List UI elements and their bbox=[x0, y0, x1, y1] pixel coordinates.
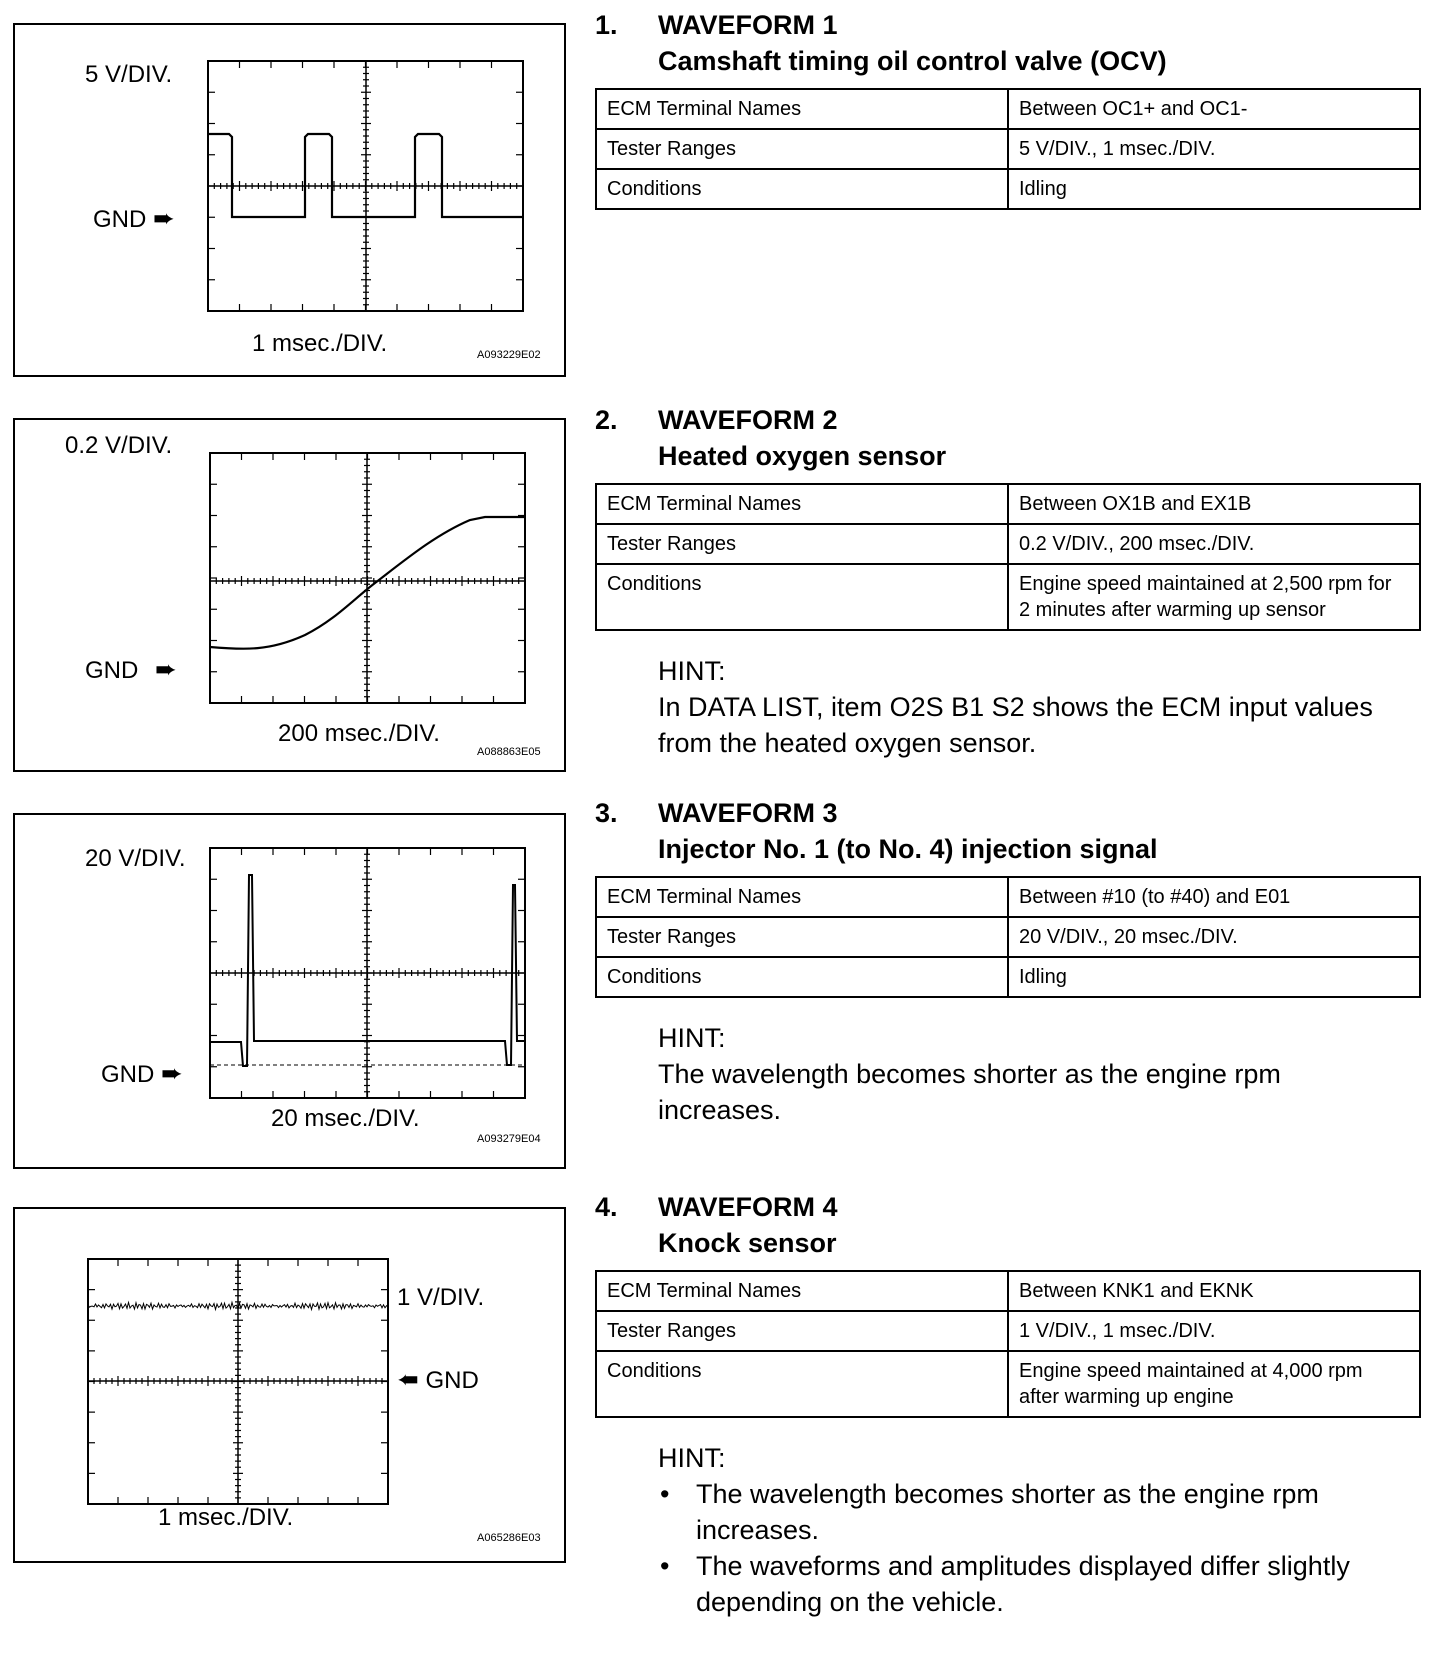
time-per-div-label: 1 msec./DIV. bbox=[252, 330, 388, 357]
time-per-div-label: 20 msec./DIV. bbox=[271, 1105, 420, 1132]
list-item bbox=[658, 1548, 1398, 1620]
waveform-1-section bbox=[595, 10, 1425, 210]
row-key: ECM Terminal Names bbox=[596, 1271, 1008, 1311]
row-key: Conditions bbox=[596, 564, 1008, 630]
figure-code: A065286E03 bbox=[477, 1532, 541, 1544]
volts-per-div-label: 0.2 V/DIV. bbox=[65, 432, 173, 459]
row-value: Engine speed maintained at 4,000 rpm after warming up engine bbox=[1008, 1351, 1420, 1417]
waveform-subtitle: Heated oxygen sensor bbox=[658, 441, 947, 471]
spec-table bbox=[595, 876, 1421, 998]
gnd-label bbox=[101, 1058, 183, 1089]
waveform-2-graph bbox=[13, 418, 566, 772]
arrow-left-icon: ➨ bbox=[397, 1364, 419, 1394]
table-row bbox=[596, 129, 1420, 169]
hint-bullet-text: The waveforms and amplitudes displayed differ slightly depending on the vehicle. bbox=[696, 1551, 1350, 1617]
spec-table bbox=[595, 88, 1421, 210]
table-row bbox=[596, 1351, 1420, 1417]
hint-bullet-text: The wavelength becomes shorter as the engine rpm increases. bbox=[696, 1479, 1319, 1545]
row-key: Conditions bbox=[596, 1351, 1008, 1417]
waveform-2-section bbox=[595, 405, 1425, 761]
volts-per-div-label: 5 V/DIV. bbox=[85, 61, 173, 88]
waveform-3-graph bbox=[13, 813, 566, 1169]
table-row bbox=[596, 89, 1420, 129]
spec-table bbox=[595, 483, 1421, 631]
section-number: 1. bbox=[595, 10, 618, 40]
volts-per-div-label: 1 V/DIV. bbox=[397, 1284, 485, 1311]
time-per-div-label: 1 msec./DIV. bbox=[158, 1504, 294, 1531]
waveform-4-graph bbox=[13, 1207, 566, 1563]
hint-label: HINT: bbox=[658, 1443, 726, 1473]
row-value: 5 V/DIV., 1 msec./DIV. bbox=[1008, 129, 1420, 169]
figure-code: A088863E05 bbox=[477, 746, 541, 758]
row-value: Engine speed maintained at 2,500 rpm for 2 minutes after warming up sensor bbox=[1008, 564, 1420, 630]
hint-block bbox=[658, 1440, 1425, 1620]
hint-text: In DATA LIST, item O2S B1 S2 shows the ECM input values from the heated oxygen sensor. bbox=[658, 692, 1373, 758]
section-number: 4. bbox=[595, 1192, 618, 1222]
arrow-right-icon: ➨ bbox=[155, 654, 177, 684]
row-key: Conditions bbox=[596, 169, 1008, 209]
hint-block bbox=[658, 1020, 1425, 1128]
row-key: Conditions bbox=[596, 957, 1008, 997]
row-key: Tester Ranges bbox=[596, 917, 1008, 957]
waveform-3-section bbox=[595, 798, 1425, 1128]
volts-per-div-label: 20 V/DIV. bbox=[85, 845, 186, 872]
bullet-icon: • bbox=[660, 1551, 670, 1581]
row-value: Idling bbox=[1008, 169, 1420, 209]
waveform-4-section bbox=[595, 1192, 1425, 1620]
waveform-1-graph bbox=[13, 23, 566, 377]
waveform-title: WAVEFORM 4 bbox=[658, 1192, 838, 1222]
row-value: Between OX1B and EX1B bbox=[1008, 484, 1420, 524]
row-key: ECM Terminal Names bbox=[596, 89, 1008, 129]
row-key: ECM Terminal Names bbox=[596, 484, 1008, 524]
row-value: Idling bbox=[1008, 957, 1420, 997]
table-row bbox=[596, 917, 1420, 957]
row-value: Between KNK1 and EKNK bbox=[1008, 1271, 1420, 1311]
waveform-subtitle: Knock sensor bbox=[658, 1228, 837, 1258]
table-row bbox=[596, 564, 1420, 630]
list-item bbox=[658, 1476, 1398, 1548]
hint-text: The wavelength becomes shorter as the engine rpm increases. bbox=[658, 1059, 1281, 1125]
figure-code: A093279E04 bbox=[477, 1133, 541, 1145]
hint-block bbox=[658, 653, 1425, 761]
table-row bbox=[596, 1271, 1420, 1311]
row-key: Tester Ranges bbox=[596, 1311, 1008, 1351]
gnd-label bbox=[85, 654, 177, 685]
table-row bbox=[596, 957, 1420, 997]
table-row bbox=[596, 484, 1420, 524]
waveform-title: WAVEFORM 2 bbox=[658, 405, 838, 435]
row-value: 20 V/DIV., 20 msec./DIV. bbox=[1008, 917, 1420, 957]
row-value: Between OC1+ and OC1- bbox=[1008, 89, 1420, 129]
table-row bbox=[596, 524, 1420, 564]
row-value: Between #10 (to #40) and E01 bbox=[1008, 877, 1420, 917]
hint-label: HINT: bbox=[658, 656, 726, 686]
time-per-div-label: 200 msec./DIV. bbox=[278, 720, 440, 747]
table-row bbox=[596, 877, 1420, 917]
hint-list bbox=[658, 1476, 1398, 1620]
bullet-icon: • bbox=[660, 1479, 670, 1509]
waveform-title: WAVEFORM 1 bbox=[658, 10, 838, 40]
waveform-subtitle: Camshaft timing oil control valve (OCV) bbox=[658, 46, 1167, 76]
hint-label: HINT: bbox=[658, 1023, 726, 1053]
section-number: 3. bbox=[595, 798, 618, 828]
row-key: Tester Ranges bbox=[596, 524, 1008, 564]
gnd-text: GND bbox=[101, 1061, 155, 1088]
waveform-title: WAVEFORM 3 bbox=[658, 798, 838, 828]
row-key: ECM Terminal Names bbox=[596, 877, 1008, 917]
gnd-text: GND bbox=[85, 657, 139, 684]
table-row bbox=[596, 1311, 1420, 1351]
row-value: 0.2 V/DIV., 200 msec./DIV. bbox=[1008, 524, 1420, 564]
gnd-label bbox=[397, 1364, 479, 1395]
table-row bbox=[596, 169, 1420, 209]
gnd-label bbox=[93, 203, 175, 234]
gnd-text: GND bbox=[93, 206, 147, 233]
arrow-right-icon: ➨ bbox=[153, 203, 175, 233]
gnd-text: GND bbox=[425, 1367, 479, 1394]
section-number: 2. bbox=[595, 405, 618, 435]
arrow-right-icon: ➨ bbox=[161, 1058, 183, 1088]
spec-table bbox=[595, 1270, 1421, 1418]
row-value: 1 V/DIV., 1 msec./DIV. bbox=[1008, 1311, 1420, 1351]
figure-code: A093229E02 bbox=[477, 349, 541, 361]
waveform-subtitle: Injector No. 1 (to No. 4) injection signal bbox=[658, 834, 1158, 864]
row-key: Tester Ranges bbox=[596, 129, 1008, 169]
